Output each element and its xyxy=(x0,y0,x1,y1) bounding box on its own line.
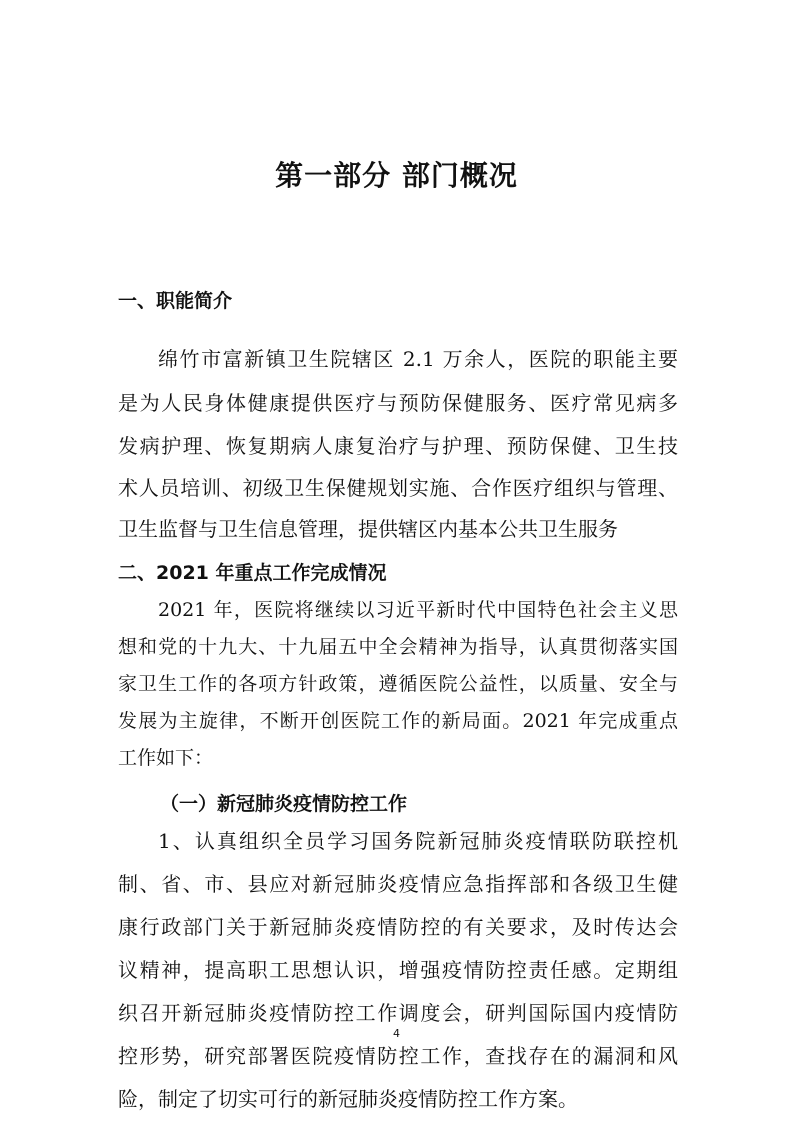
section-heading-functions: 一、职能简介 xyxy=(118,290,233,312)
page-title: 第一部分 部门概况 xyxy=(275,159,518,192)
paragraph-line: 1、认真组织全员学习国务院新冠肺炎疫情联防联控机 xyxy=(158,829,678,853)
paragraph-line: 卫生监督与卫生信息管理，提供辖区内基本公共卫生服务 xyxy=(118,517,618,541)
paragraph-line: 控形势，研究部署医院疫情防控工作，查找存在的漏洞和风 xyxy=(118,1044,678,1068)
paragraph-line: 绵竹市富新镇卫生院辖区 2.1 万余人，医院的职能主要 xyxy=(158,347,678,371)
paragraph-line: 家卫生工作的各项方针政策，遵循医院公益性，以质量、安全与 xyxy=(118,673,678,695)
paragraph-line: 工作如下： xyxy=(118,747,214,769)
subsection-heading-covid: （一）新冠肺炎疫情防控工作 xyxy=(160,793,408,815)
section-heading-2021-work: 二、2021 年重点工作完成情况 xyxy=(118,562,387,584)
paragraph-line: 术人员培训、初级卫生保健规划实施、合作医疗组织与管理、 xyxy=(118,476,678,500)
paragraph-line: 险，制定了切实可行的新冠肺炎疫情防控工作方案。 xyxy=(118,1087,578,1111)
paragraph-line: 想和党的十九大、十九届五中全会精神为指导，认真贯彻落实国 xyxy=(118,636,678,658)
paragraph-line: 康行政部门关于新冠肺炎疫情防控的有关要求，及时传达会 xyxy=(118,915,678,939)
paragraph-line: 发病护理、恢复期病人康复治疗与护理、预防保健、卫生技 xyxy=(118,434,678,458)
paragraph-line: 2021 年，医院将继续以习近平新时代中国特色社会主义思 xyxy=(158,599,678,621)
paragraph-line: 发展为主旋律，不断开创医院工作的新局面。2021 年完成重点 xyxy=(118,710,678,732)
paragraph-line: 是为人民身体健康提供医疗与预防保健服务、医疗常见病多 xyxy=(118,391,678,415)
paragraph-line: 织召开新冠肺炎疫情防控工作调度会，研判国际国内疫情防 xyxy=(118,1001,678,1025)
paragraph-line: 制、省、市、县应对新冠肺炎疫情应急指挥部和各级卫生健 xyxy=(118,872,678,896)
page-number: 4 xyxy=(393,1027,400,1040)
paragraph-line: 议精神，提高职工思想认识，增强疫情防控责任感。定期组 xyxy=(118,958,678,982)
